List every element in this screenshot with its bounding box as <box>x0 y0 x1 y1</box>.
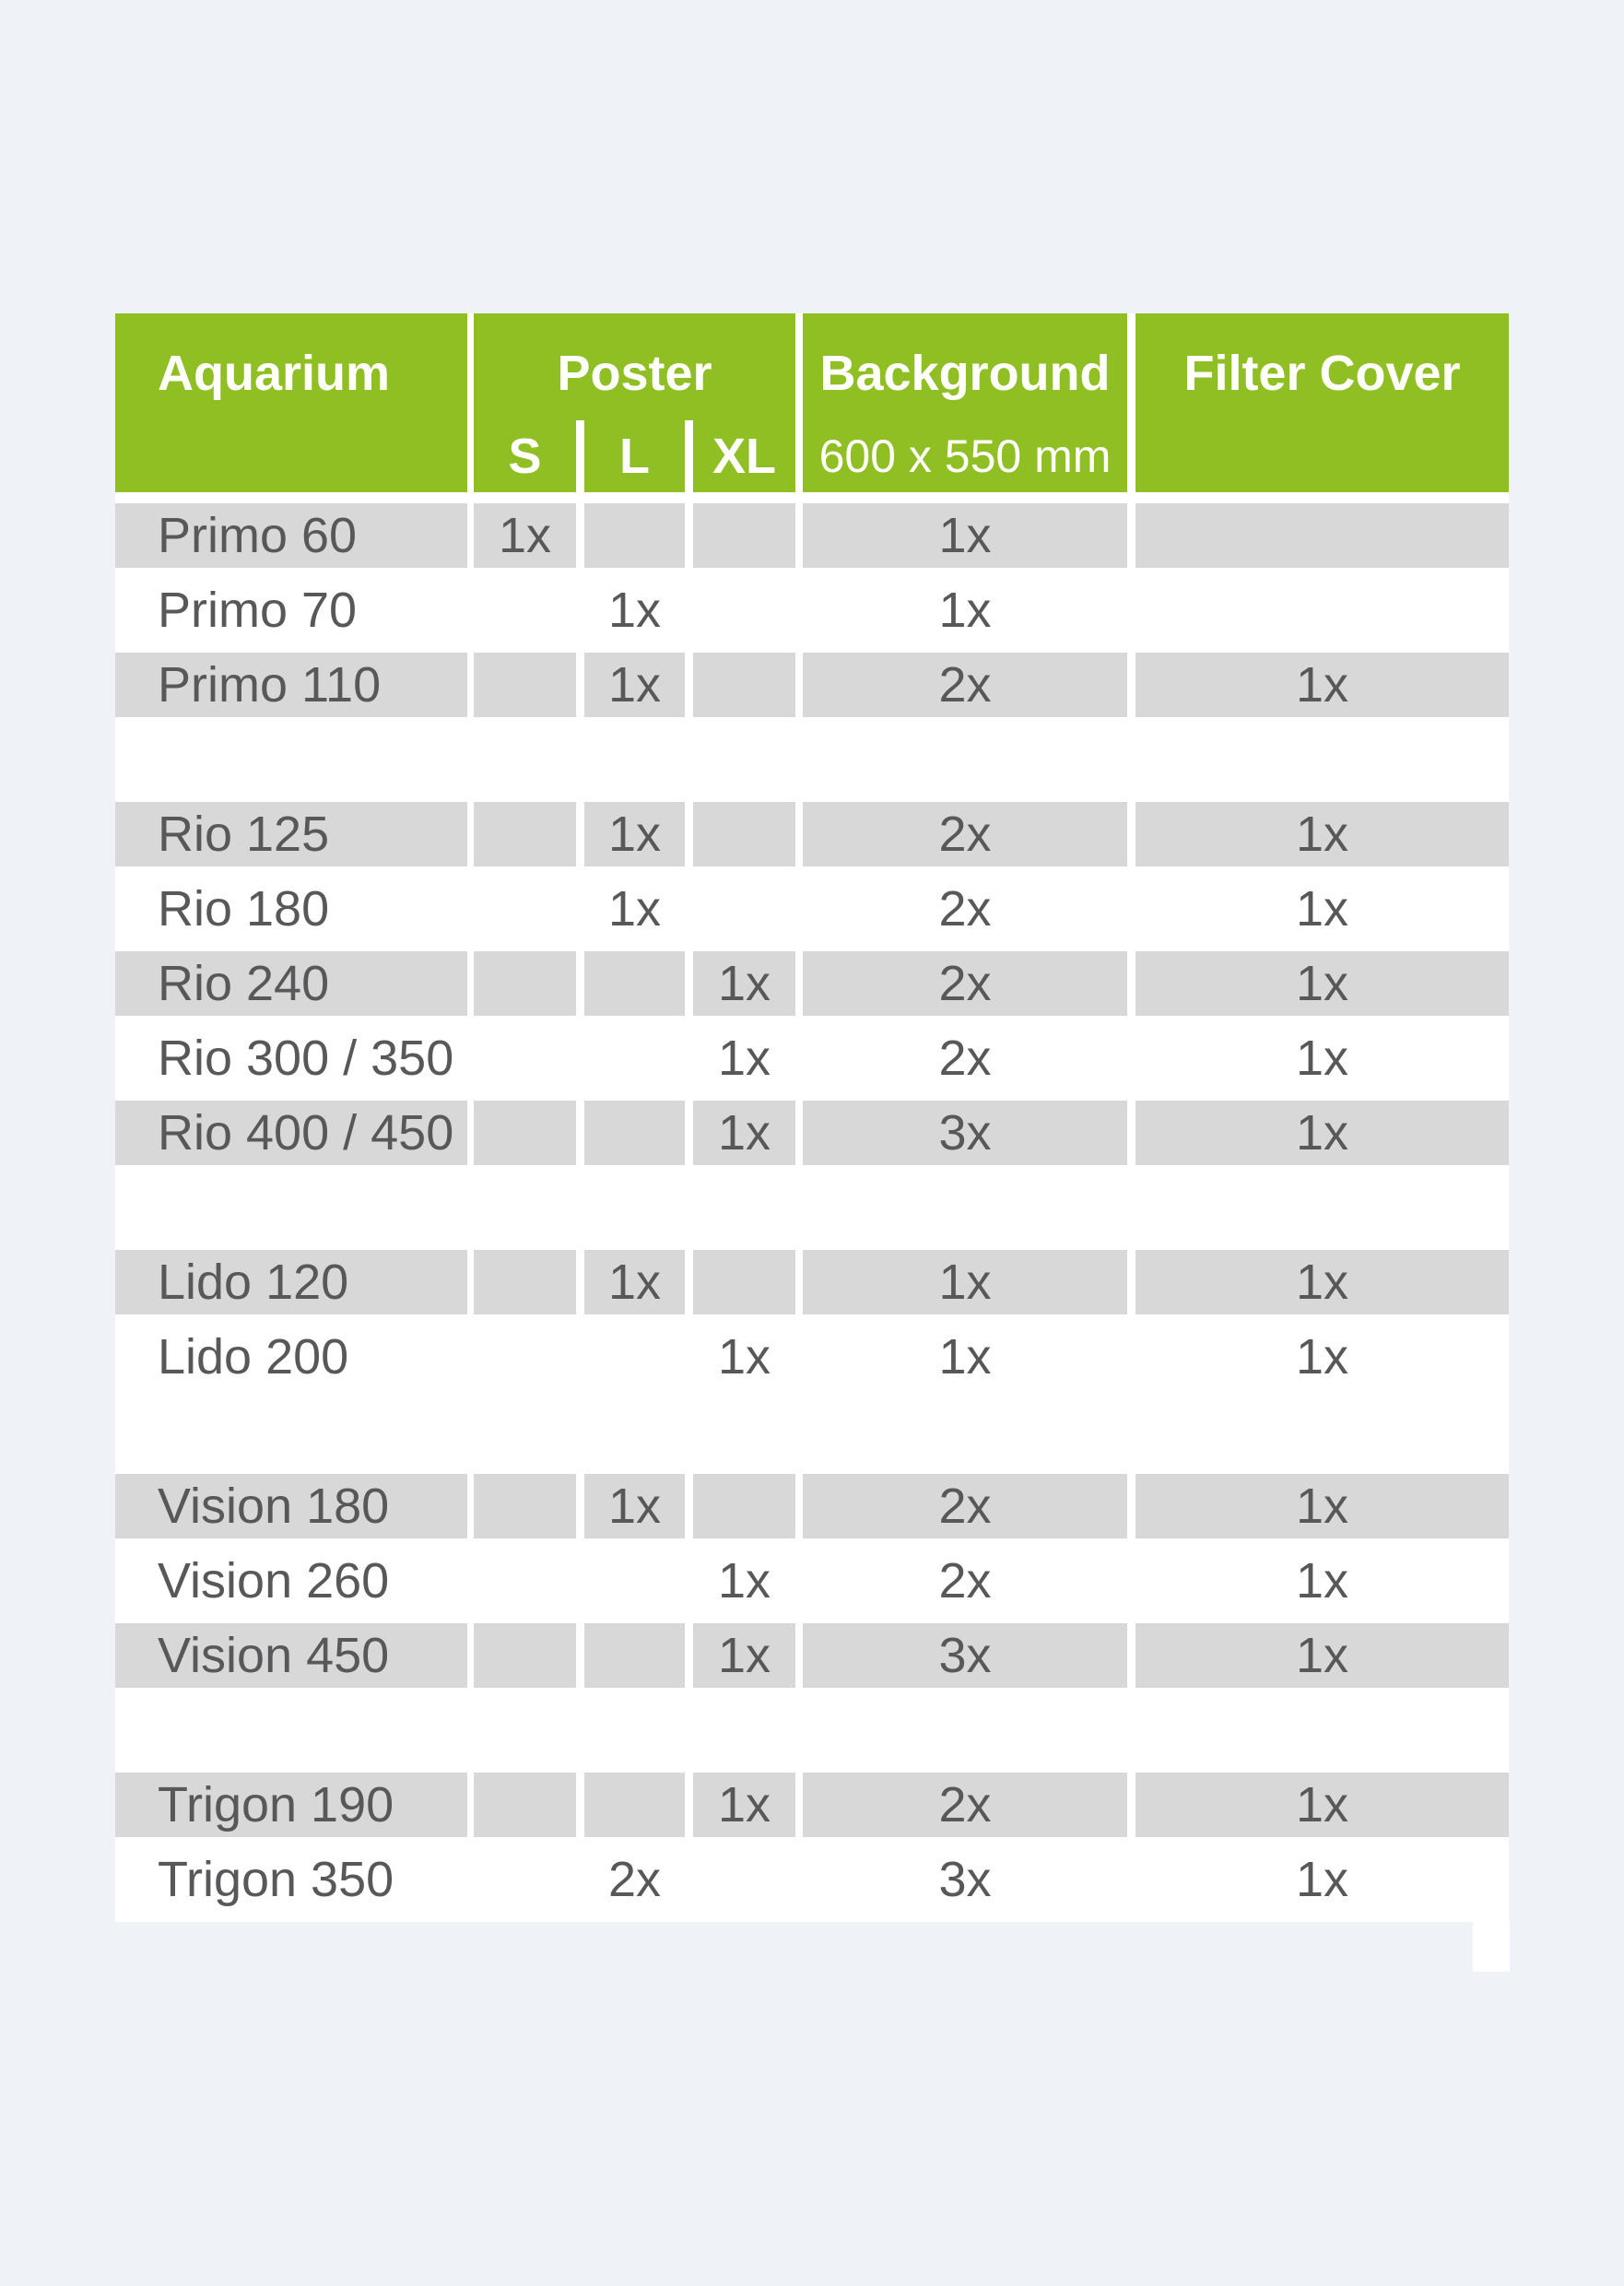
header-background-size: 600 x 550 mm <box>818 430 1112 482</box>
cell-filter_cover: 1x <box>1136 653 1509 717</box>
table-row <box>115 503 1509 568</box>
table-row <box>115 578 1509 642</box>
header-filter-cover <box>1136 313 1509 492</box>
cell-l <box>584 951 685 1016</box>
cell-filter_cover: 1x <box>1295 881 1349 937</box>
cell-s <box>474 1026 576 1090</box>
cell-aquarium: Rio 240 <box>115 951 467 1016</box>
cell-l <box>584 503 685 568</box>
cell-l: 1x <box>584 1250 685 1314</box>
cell-s <box>474 1549 576 1613</box>
cell-s <box>474 1773 576 1837</box>
spacer-row <box>115 1399 1509 1464</box>
cell-s <box>474 1623 576 1688</box>
cell-background: 2x <box>938 1031 992 1086</box>
cell-filter_cover: 1x <box>1295 1852 1349 1907</box>
header-poster-size-xl: XL <box>712 429 776 484</box>
cell-xl <box>693 578 795 642</box>
cell-background: 3x <box>803 1623 1127 1688</box>
table-row <box>115 1847 1509 1912</box>
table-row <box>115 951 1509 1016</box>
cell-filter_cover: 1x <box>1136 1623 1509 1688</box>
cell-xl <box>693 802 795 866</box>
cell-l <box>584 1026 685 1090</box>
spec-table <box>115 313 1509 1922</box>
cell-background: 2x <box>803 951 1127 1016</box>
cell-s <box>474 1474 576 1538</box>
cell-s <box>474 951 576 1016</box>
cell-aquarium: Primo 110 <box>115 653 467 717</box>
table-row <box>115 1474 1509 1538</box>
cell-filter_cover: 1x <box>1136 1474 1509 1538</box>
cell-background: 1x <box>803 503 1127 568</box>
cell-background: 1x <box>803 1250 1127 1314</box>
cell-background: 2x <box>803 802 1127 866</box>
cell-filter_cover: 1x <box>1295 1329 1349 1385</box>
cell-s <box>474 1250 576 1314</box>
cell-s: 1x <box>474 503 576 568</box>
table-header <box>115 313 1509 492</box>
cell-xl <box>693 877 795 941</box>
cell-s <box>474 653 576 717</box>
cell-background: 3x <box>938 1852 992 1907</box>
cell-aquarium: Rio 125 <box>115 802 467 866</box>
cell-background: 2x <box>803 1474 1127 1538</box>
header-poster-label: Poster <box>557 346 712 401</box>
table-row <box>115 1623 1509 1688</box>
cell-xl <box>693 1250 795 1314</box>
cell-l: 1x <box>607 881 662 937</box>
cell-s <box>474 802 576 866</box>
cell-background: 2x <box>803 653 1127 717</box>
cell-xl: 1x <box>693 1773 795 1837</box>
cell-s <box>474 578 576 642</box>
table-row <box>115 1325 1509 1389</box>
cell-l <box>584 1325 685 1389</box>
cell-background: 1x <box>938 1329 992 1385</box>
cell-xl: 1x <box>693 1101 795 1165</box>
cell-l <box>584 1623 685 1688</box>
cell-background: 2x <box>938 1553 992 1608</box>
cell-aquarium: Primo 60 <box>115 503 467 568</box>
cell-aquarium: Vision 450 <box>115 1623 467 1688</box>
header-background-label: Background <box>819 346 1111 401</box>
table-background-notch <box>1473 1922 1510 1972</box>
table-row <box>115 653 1509 717</box>
table-row <box>115 1549 1509 1613</box>
cell-filter_cover: 1x <box>1136 1773 1509 1837</box>
cell-aquarium: Vision 180 <box>115 1474 467 1538</box>
spacer-row <box>115 1698 1509 1762</box>
table-body <box>115 503 1509 1922</box>
cell-l: 2x <box>607 1852 662 1907</box>
cell-filter_cover <box>1136 503 1509 568</box>
cell-aquarium: Primo 70 <box>158 583 358 638</box>
cell-filter_cover: 1x <box>1136 1101 1509 1165</box>
header-aquarium <box>115 313 467 492</box>
cell-l <box>584 1773 685 1837</box>
spacer-row <box>115 727 1509 792</box>
cell-filter_cover: 1x <box>1295 1031 1349 1086</box>
cell-s <box>474 1847 576 1912</box>
cell-l: 1x <box>607 583 662 638</box>
cell-aquarium: Rio 300 / 350 <box>158 1031 454 1086</box>
cell-s <box>474 1101 576 1165</box>
table-row <box>115 1773 1509 1837</box>
header-background <box>803 313 1127 492</box>
cell-xl: 1x <box>693 951 795 1016</box>
cell-background: 1x <box>938 583 992 638</box>
cell-l: 1x <box>584 1474 685 1538</box>
cell-xl <box>693 1474 795 1538</box>
cell-filter_cover: 1x <box>1136 802 1509 866</box>
cell-aquarium: Trigon 190 <box>115 1773 467 1837</box>
cell-l <box>584 1101 685 1165</box>
cell-background: 3x <box>803 1101 1127 1165</box>
cell-s <box>474 1325 576 1389</box>
spacer-row <box>115 1175 1509 1240</box>
cell-xl: 1x <box>693 1623 795 1688</box>
header-aquarium-label: Aquarium <box>158 346 391 401</box>
table-row <box>115 1101 1509 1165</box>
cell-filter_cover: 1x <box>1136 951 1509 1016</box>
cell-l <box>584 1549 685 1613</box>
cell-s <box>474 877 576 941</box>
cell-filter_cover <box>1136 578 1509 642</box>
cell-filter_cover: 1x <box>1295 1553 1349 1608</box>
cell-aquarium: Lido 120 <box>115 1250 467 1314</box>
table-row <box>115 1026 1509 1090</box>
header-size-divider <box>576 420 584 492</box>
header-poster-size-s: S <box>508 429 542 484</box>
cell-xl: 1x <box>717 1031 771 1086</box>
cell-xl <box>693 1847 795 1912</box>
header-poster <box>474 313 795 492</box>
cell-xl: 1x <box>717 1553 771 1608</box>
header-filter-cover-label: Filter Cover <box>1183 346 1461 401</box>
cell-background: 2x <box>803 1773 1127 1837</box>
cell-aquarium: Rio 180 <box>158 881 330 937</box>
cell-background: 2x <box>938 881 992 937</box>
cell-aquarium: Trigon 350 <box>158 1852 394 1907</box>
cell-aquarium: Lido 200 <box>158 1329 349 1385</box>
cell-l: 1x <box>584 802 685 866</box>
cell-xl: 1x <box>717 1329 771 1385</box>
header-poster-size-l: L <box>619 429 650 484</box>
cell-l: 1x <box>584 653 685 717</box>
table-row <box>115 1250 1509 1314</box>
cell-xl <box>693 503 795 568</box>
cell-aquarium: Vision 260 <box>158 1553 390 1608</box>
cell-xl <box>693 653 795 717</box>
header-size-divider <box>685 420 693 492</box>
cell-filter_cover: 1x <box>1136 1250 1509 1314</box>
table-row <box>115 802 1509 866</box>
table-row <box>115 877 1509 941</box>
cell-aquarium: Rio 400 / 450 <box>115 1101 467 1165</box>
